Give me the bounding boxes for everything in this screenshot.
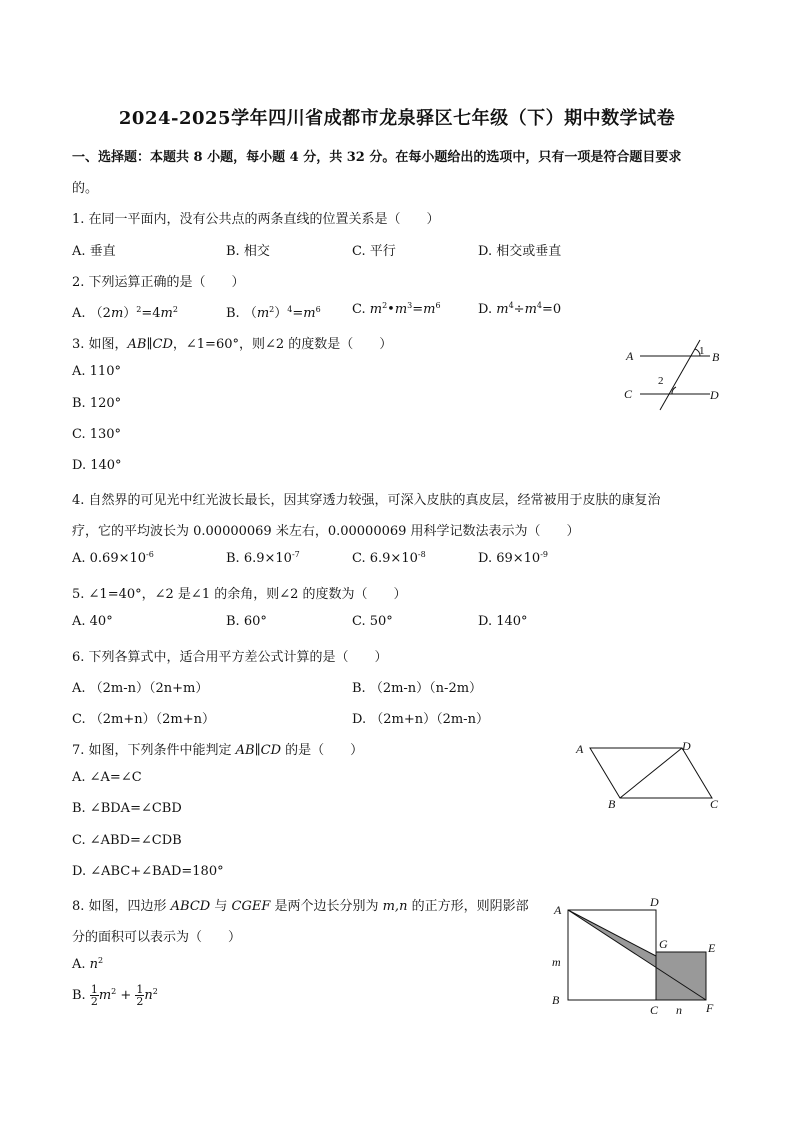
q8-option-b[interactable]: B. $\frac{1}{2}$ $m^2$ + $\frac{1}{2}$ $n^2$ <box>72 983 158 1008</box>
q5-option-d[interactable]: D. 140° <box>478 614 528 629</box>
section-heading: 一、选择题：本题共 8 小题，每小题 4 分，共 32 分。在每小题给出的选项中，只有一项是符合题目要求 <box>72 150 682 165</box>
q3-label-a: A <box>626 349 634 363</box>
q7-option-d[interactable]: D. ∠ABC+∠BAD=180° <box>72 864 224 879</box>
q5-option-a[interactable]: A. 40° <box>72 614 113 629</box>
q6-option-c[interactable]: C. （2m+n）（2m+n） <box>72 712 215 727</box>
q3-label-c: C <box>624 387 633 401</box>
question-7-stem: 7. 如图，下列条件中能判定 AB∥CD 的是（ ） <box>72 743 364 758</box>
question-3-stem: 3. 如图，AB∥CD，∠1=60°，则∠2 的度数是（ ） <box>72 337 393 352</box>
q3-label-b: B <box>712 350 720 364</box>
q1-option-b[interactable]: B. 相交 <box>226 244 270 259</box>
q8-label-m: m <box>552 955 561 969</box>
q7-option-a[interactable]: A. ∠A=∠C <box>72 770 142 785</box>
question-8-stem-line2: 分的面积可以表示为（ ） <box>72 930 242 945</box>
q7-label-d: D <box>682 739 691 753</box>
q2-option-b[interactable]: B. $(m^2)^4=m^6$ <box>226 305 321 321</box>
q7-option-c[interactable]: C. ∠ABD=∠CDB <box>72 833 182 848</box>
q2-option-a[interactable]: A. $(2m)^2=4m^2$ <box>72 305 178 321</box>
question-5-stem: 5. ∠1=40°，∠2 是∠1 的余角，则∠2 的度数为（ ） <box>72 587 407 602</box>
q7-label-a: A <box>576 742 584 756</box>
q8-option-a[interactable]: A. $n^2$ <box>72 956 104 972</box>
q6-option-a[interactable]: A. （2m-n）（2n+m） <box>72 681 209 696</box>
section-heading-cont: 的。 <box>72 181 99 196</box>
q6-option-d[interactable]: D. （2m+n）（2m-n） <box>352 712 489 727</box>
q4-option-b[interactable]: B. $6.9\times 10^{-7}$ <box>226 550 300 566</box>
question-2-stem: 2. 下列运算正确的是（ ） <box>72 275 245 290</box>
q8-label-n: n <box>676 1003 682 1017</box>
q7-label-c: C <box>710 797 719 811</box>
q7-option-b[interactable]: B. ∠BDA=∠CBD <box>72 801 182 816</box>
q5-option-b[interactable]: B. 60° <box>226 614 267 629</box>
question-4-stem-line2: 疗，它的平均波长为 0.00000069 米左右，0.00000069 用科学记数法表示为（ ） <box>72 524 580 539</box>
q3-option-d[interactable]: D. 140° <box>72 458 122 473</box>
q4-option-d[interactable]: D. $69\times 10^{-9}$ <box>478 550 548 566</box>
q3-option-c[interactable]: C. 130° <box>72 427 122 442</box>
q8-label-c: C <box>650 1003 659 1017</box>
q7-parallelogram-figure <box>570 736 730 812</box>
question-6-stem: 6. 下列各算式中，适合用平方差公式计算的是（ ） <box>72 650 388 665</box>
q6-option-b[interactable]: B. （2m-n）（n-2m） <box>352 681 483 696</box>
q8-label-d: D <box>650 895 659 909</box>
q1-option-a[interactable]: A. 垂直 <box>72 244 116 259</box>
q3-option-b[interactable]: B. 120° <box>72 396 122 411</box>
q1-option-d[interactable]: D. 相交或垂直 <box>478 244 562 259</box>
q8-squares-figure <box>548 892 728 1024</box>
q1-option-c[interactable]: C. 平行 <box>352 244 396 259</box>
q8-label-f: F <box>706 1001 714 1015</box>
exam-title: 2024-2025学年四川省成都市龙泉驿区七年级（下）期中数学试卷 <box>118 108 676 129</box>
q3-parallel-lines-figure <box>620 338 730 418</box>
q3-option-a[interactable]: A. 110° <box>72 364 121 379</box>
q8-label-a: A <box>554 903 562 917</box>
q3-angle-1: 1 <box>699 345 705 357</box>
q7-label-b: B <box>608 797 616 811</box>
q4-option-c[interactable]: C. $6.9\times 10^{-8}$ <box>352 550 426 566</box>
q3-label-d: D <box>710 388 719 402</box>
question-4-stem-line1: 4. 自然界的可见光中红光波长最长，因其穿透力较强，可深入皮肤的真皮层，经常被用于皮肤的康复治 <box>72 493 661 508</box>
q8-label-g: G <box>659 937 668 951</box>
q5-option-c[interactable]: C. 50° <box>352 614 393 629</box>
q2-option-c[interactable]: C. $m^2•m^3=m^6$ <box>352 301 441 317</box>
q8-label-e: E <box>708 941 716 955</box>
q2-option-d[interactable]: D. $m^4\div m^4=0$ <box>478 301 562 317</box>
q8-label-b: B <box>552 993 560 1007</box>
q3-angle-2: 2 <box>658 375 664 387</box>
question-8-stem-line1: 8. 如图，四边形 ABCD 与 CGEF 是两个边长分别为 m,n 的正方形，则阴影部 <box>72 899 529 914</box>
question-1-stem: 1. 在同一平面内，没有公共点的两条直线的位置关系是（ ） <box>72 212 440 227</box>
q4-option-a[interactable]: A. $0.69\times 10^{-6}$ <box>72 550 154 566</box>
